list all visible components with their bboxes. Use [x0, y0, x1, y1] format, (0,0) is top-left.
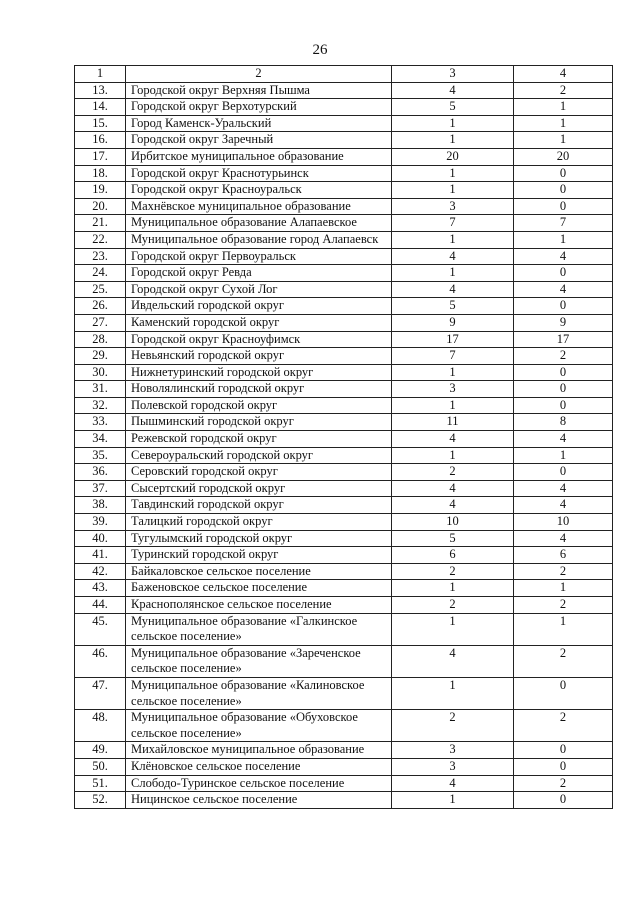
column-3-value-cell: 4: [392, 497, 514, 514]
column-3-value-cell: 1: [392, 677, 514, 709]
municipality-name-cell: Краснополянское сельское поселение: [126, 597, 392, 614]
column-4-value-cell: 10: [514, 514, 613, 531]
column-4-value-cell: 2: [514, 775, 613, 792]
table-row: [75, 530, 613, 547]
column-4-value-cell: 4: [514, 281, 613, 298]
table-row: [75, 348, 613, 365]
row-number-cell: 15.: [75, 115, 126, 132]
row-number-cell: 48.: [75, 710, 126, 742]
row-number-cell: 31.: [75, 381, 126, 398]
column-3-value-cell: 4: [392, 281, 514, 298]
table-row: [75, 281, 613, 298]
municipality-name-cell: Клёновское сельское поселение: [126, 758, 392, 775]
column-3-value-cell: 1: [392, 115, 514, 132]
table-row: [75, 115, 613, 132]
column-4-value-cell: 2: [514, 710, 613, 742]
municipality-name-cell: Туринский городской округ: [126, 547, 392, 564]
row-number-cell: 19.: [75, 182, 126, 199]
row-number-cell: 46.: [75, 645, 126, 677]
column-4-value-cell: 0: [514, 198, 613, 215]
municipality-name-cell: Новолялинский городской округ: [126, 381, 392, 398]
municipality-name-cell: Муниципальное образование «Зареченское сельское поселение»: [126, 645, 392, 677]
table-row: [75, 710, 613, 742]
row-number-cell: 14.: [75, 99, 126, 116]
municipality-name-cell: Городской округ Сухой Лог: [126, 281, 392, 298]
municipality-name-cell: Каменский городской округ: [126, 314, 392, 331]
municipality-name-cell: Городской округ Первоуральск: [126, 248, 392, 265]
column-3-value-cell: 4: [392, 431, 514, 448]
table-row: [75, 775, 613, 792]
row-number-cell: 41.: [75, 547, 126, 564]
row-number-cell: 16.: [75, 132, 126, 149]
column-4-value-cell: 0: [514, 792, 613, 809]
row-number-cell: 38.: [75, 497, 126, 514]
row-number-cell: 20.: [75, 198, 126, 215]
column-3-value-cell: 1: [392, 792, 514, 809]
table-row: [75, 82, 613, 99]
row-number-cell: 43.: [75, 580, 126, 597]
row-number-cell: 23.: [75, 248, 126, 265]
column-4-value-cell: 2: [514, 348, 613, 365]
table-row: [75, 645, 613, 677]
municipality-name-cell: Ивдельский городской округ: [126, 298, 392, 315]
column-3-value-cell: 1: [392, 447, 514, 464]
column-3-value-cell: 10: [392, 514, 514, 531]
column-number-3: 3: [392, 66, 514, 83]
page-number: 26: [312, 42, 328, 58]
column-4-value-cell: 9: [514, 314, 613, 331]
municipality-name-cell: Муниципальное образование «Галкинское сельское поселение»: [126, 613, 392, 645]
table-row: [75, 182, 613, 199]
table-row: [75, 758, 613, 775]
column-3-value-cell: 7: [392, 348, 514, 365]
row-number-cell: 29.: [75, 348, 126, 365]
table-row: [75, 331, 613, 348]
row-number-cell: 49.: [75, 742, 126, 759]
row-number-cell: 44.: [75, 597, 126, 614]
column-3-value-cell: 1: [392, 132, 514, 149]
table-row: [75, 742, 613, 759]
row-number-cell: 37.: [75, 480, 126, 497]
row-number-cell: 22.: [75, 231, 126, 248]
column-number-4: 4: [514, 66, 613, 83]
table-row: [75, 298, 613, 315]
table-row: [75, 132, 613, 149]
column-4-value-cell: 0: [514, 182, 613, 199]
column-3-value-cell: 1: [392, 364, 514, 381]
table-row: [75, 381, 613, 398]
table-row: [75, 314, 613, 331]
row-number-cell: 35.: [75, 447, 126, 464]
column-3-value-cell: 2: [392, 464, 514, 481]
row-number-cell: 26.: [75, 298, 126, 315]
municipality-name-cell: Слободо-Туринское сельское поселение: [126, 775, 392, 792]
row-number-cell: 36.: [75, 464, 126, 481]
column-4-value-cell: 4: [514, 497, 613, 514]
column-3-value-cell: 1: [392, 165, 514, 182]
column-4-value-cell: 0: [514, 165, 613, 182]
table-row: [75, 514, 613, 531]
column-4-value-cell: 0: [514, 758, 613, 775]
column-3-value-cell: 1: [392, 231, 514, 248]
column-4-value-cell: 0: [514, 397, 613, 414]
row-number-cell: 52.: [75, 792, 126, 809]
municipality-name-cell: Михайловское муниципальное образование: [126, 742, 392, 759]
column-4-value-cell: 8: [514, 414, 613, 431]
municipality-name-cell: Город Каменск-Уральский: [126, 115, 392, 132]
row-number-cell: 33.: [75, 414, 126, 431]
column-4-value-cell: 0: [514, 265, 613, 282]
column-4-value-cell: 1: [514, 132, 613, 149]
municipality-name-cell: Нижнетуринский городской округ: [126, 364, 392, 381]
column-4-value-cell: 1: [514, 613, 613, 645]
table-row: [75, 580, 613, 597]
column-4-value-cell: 2: [514, 597, 613, 614]
table-row: [75, 431, 613, 448]
row-number-cell: 39.: [75, 514, 126, 531]
municipality-name-cell: Тавдинский городской округ: [126, 497, 392, 514]
table-row: [75, 397, 613, 414]
table-row: [75, 99, 613, 116]
row-number-cell: 24.: [75, 265, 126, 282]
column-4-value-cell: 7: [514, 215, 613, 232]
column-4-value-cell: 1: [514, 99, 613, 116]
row-number-cell: 47.: [75, 677, 126, 709]
table-row: [75, 215, 613, 232]
row-number-cell: 13.: [75, 82, 126, 99]
municipality-name-cell: Невьянский городской округ: [126, 348, 392, 365]
row-number-cell: 18.: [75, 165, 126, 182]
municipality-name-cell: Байкаловское сельское поселение: [126, 563, 392, 580]
column-3-value-cell: 3: [392, 381, 514, 398]
column-4-value-cell: 4: [514, 480, 613, 497]
row-number-cell: 40.: [75, 530, 126, 547]
column-4-value-cell: 6: [514, 547, 613, 564]
column-4-value-cell: 1: [514, 447, 613, 464]
municipality-name-cell: Муниципальное образование «Калиновское сельское поселение»: [126, 677, 392, 709]
municipality-name-cell: Тугулымский городской округ: [126, 530, 392, 547]
column-3-value-cell: 5: [392, 298, 514, 315]
column-3-value-cell: 4: [392, 82, 514, 99]
municipality-name-cell: Талицкий городской округ: [126, 514, 392, 531]
column-3-value-cell: 1: [392, 182, 514, 199]
table-row: [75, 480, 613, 497]
municipality-name-cell: Городской округ Верхотурский: [126, 99, 392, 116]
column-3-value-cell: 1: [392, 580, 514, 597]
table-row: [75, 563, 613, 580]
municipality-name-cell: Городской округ Красноуфимск: [126, 331, 392, 348]
column-4-value-cell: 0: [514, 464, 613, 481]
row-number-cell: 51.: [75, 775, 126, 792]
table-row: [75, 148, 613, 165]
row-number-cell: 28.: [75, 331, 126, 348]
municipality-name-cell: Североуральский городской округ: [126, 447, 392, 464]
municipality-name-cell: Полевской городской округ: [126, 397, 392, 414]
municipality-name-cell: Городской округ Заречный: [126, 132, 392, 149]
table-row: [75, 447, 613, 464]
row-number-cell: 21.: [75, 215, 126, 232]
column-number-1: 1: [75, 66, 126, 83]
column-3-value-cell: 6: [392, 547, 514, 564]
table-row: [75, 198, 613, 215]
column-4-value-cell: 0: [514, 381, 613, 398]
table-row: [75, 497, 613, 514]
table-row: [75, 597, 613, 614]
column-4-value-cell: 2: [514, 82, 613, 99]
column-3-value-cell: 3: [392, 742, 514, 759]
column-4-value-cell: 1: [514, 115, 613, 132]
municipality-name-cell: Городской округ Ревда: [126, 265, 392, 282]
column-3-value-cell: 5: [392, 99, 514, 116]
table-row: [75, 677, 613, 709]
column-4-value-cell: 2: [514, 645, 613, 677]
row-number-cell: 50.: [75, 758, 126, 775]
column-3-value-cell: 2: [392, 563, 514, 580]
column-number-row: [75, 66, 613, 83]
column-4-value-cell: 4: [514, 248, 613, 265]
table-row: [75, 248, 613, 265]
municipality-name-cell: Ницинское сельское поселение: [126, 792, 392, 809]
row-number-cell: 17.: [75, 148, 126, 165]
municipality-name-cell: Баженовское сельское поселение: [126, 580, 392, 597]
column-3-value-cell: 1: [392, 397, 514, 414]
column-4-value-cell: 1: [514, 580, 613, 597]
column-3-value-cell: 4: [392, 480, 514, 497]
column-3-value-cell: 4: [392, 248, 514, 265]
column-3-value-cell: 4: [392, 645, 514, 677]
column-3-value-cell: 1: [392, 613, 514, 645]
row-number-cell: 30.: [75, 364, 126, 381]
municipality-name-cell: Городской округ Красноуральск: [126, 182, 392, 199]
column-3-value-cell: 3: [392, 758, 514, 775]
table-row: [75, 613, 613, 645]
row-number-cell: 32.: [75, 397, 126, 414]
row-number-cell: 25.: [75, 281, 126, 298]
column-4-value-cell: 0: [514, 677, 613, 709]
column-3-value-cell: 9: [392, 314, 514, 331]
municipality-name-cell: Пышминский городской округ: [126, 414, 392, 431]
table-row: [75, 165, 613, 182]
column-3-value-cell: 2: [392, 710, 514, 742]
column-3-value-cell: 4: [392, 775, 514, 792]
column-4-value-cell: 1: [514, 231, 613, 248]
column-3-value-cell: 11: [392, 414, 514, 431]
municipality-name-cell: Муниципальное образование город Алапаевск: [126, 231, 392, 248]
municipality-name-cell: Городской округ Верхняя Пышма: [126, 82, 392, 99]
table-row: [75, 792, 613, 809]
table-body: [75, 66, 613, 809]
column-3-value-cell: 1: [392, 265, 514, 282]
column-3-value-cell: 5: [392, 530, 514, 547]
column-4-value-cell: 2: [514, 563, 613, 580]
row-number-cell: 27.: [75, 314, 126, 331]
table-row: [75, 265, 613, 282]
column-3-value-cell: 20: [392, 148, 514, 165]
column-3-value-cell: 3: [392, 198, 514, 215]
municipality-name-cell: Муниципальное образование Алапаевское: [126, 215, 392, 232]
row-number-cell: 34.: [75, 431, 126, 448]
column-4-value-cell: 0: [514, 742, 613, 759]
table-row: [75, 464, 613, 481]
municipality-name-cell: Городской округ Краснотурьинск: [126, 165, 392, 182]
column-4-value-cell: 17: [514, 331, 613, 348]
municipality-name-cell: Сысертский городской округ: [126, 480, 392, 497]
table-row: [75, 231, 613, 248]
municipality-name-cell: Махнёвское муниципальное образование: [126, 198, 392, 215]
table-row: [75, 547, 613, 564]
municipality-name-cell: Муниципальное образование «Обуховское сельское поселение»: [126, 710, 392, 742]
row-number-cell: 45.: [75, 613, 126, 645]
table-row: [75, 414, 613, 431]
column-3-value-cell: 2: [392, 597, 514, 614]
municipality-name-cell: Режевской городской округ: [126, 431, 392, 448]
column-4-value-cell: 0: [514, 298, 613, 315]
column-4-value-cell: 20: [514, 148, 613, 165]
column-4-value-cell: 4: [514, 530, 613, 547]
column-3-value-cell: 7: [392, 215, 514, 232]
column-3-value-cell: 17: [392, 331, 514, 348]
table-row: [75, 364, 613, 381]
municipality-table: [74, 65, 613, 809]
row-number-cell: 42.: [75, 563, 126, 580]
municipality-name-cell: Ирбитское муниципальное образование: [126, 148, 392, 165]
column-4-value-cell: 4: [514, 431, 613, 448]
column-4-value-cell: 0: [514, 364, 613, 381]
column-number-2: 2: [126, 66, 392, 83]
municipality-name-cell: Серовский городской округ: [126, 464, 392, 481]
